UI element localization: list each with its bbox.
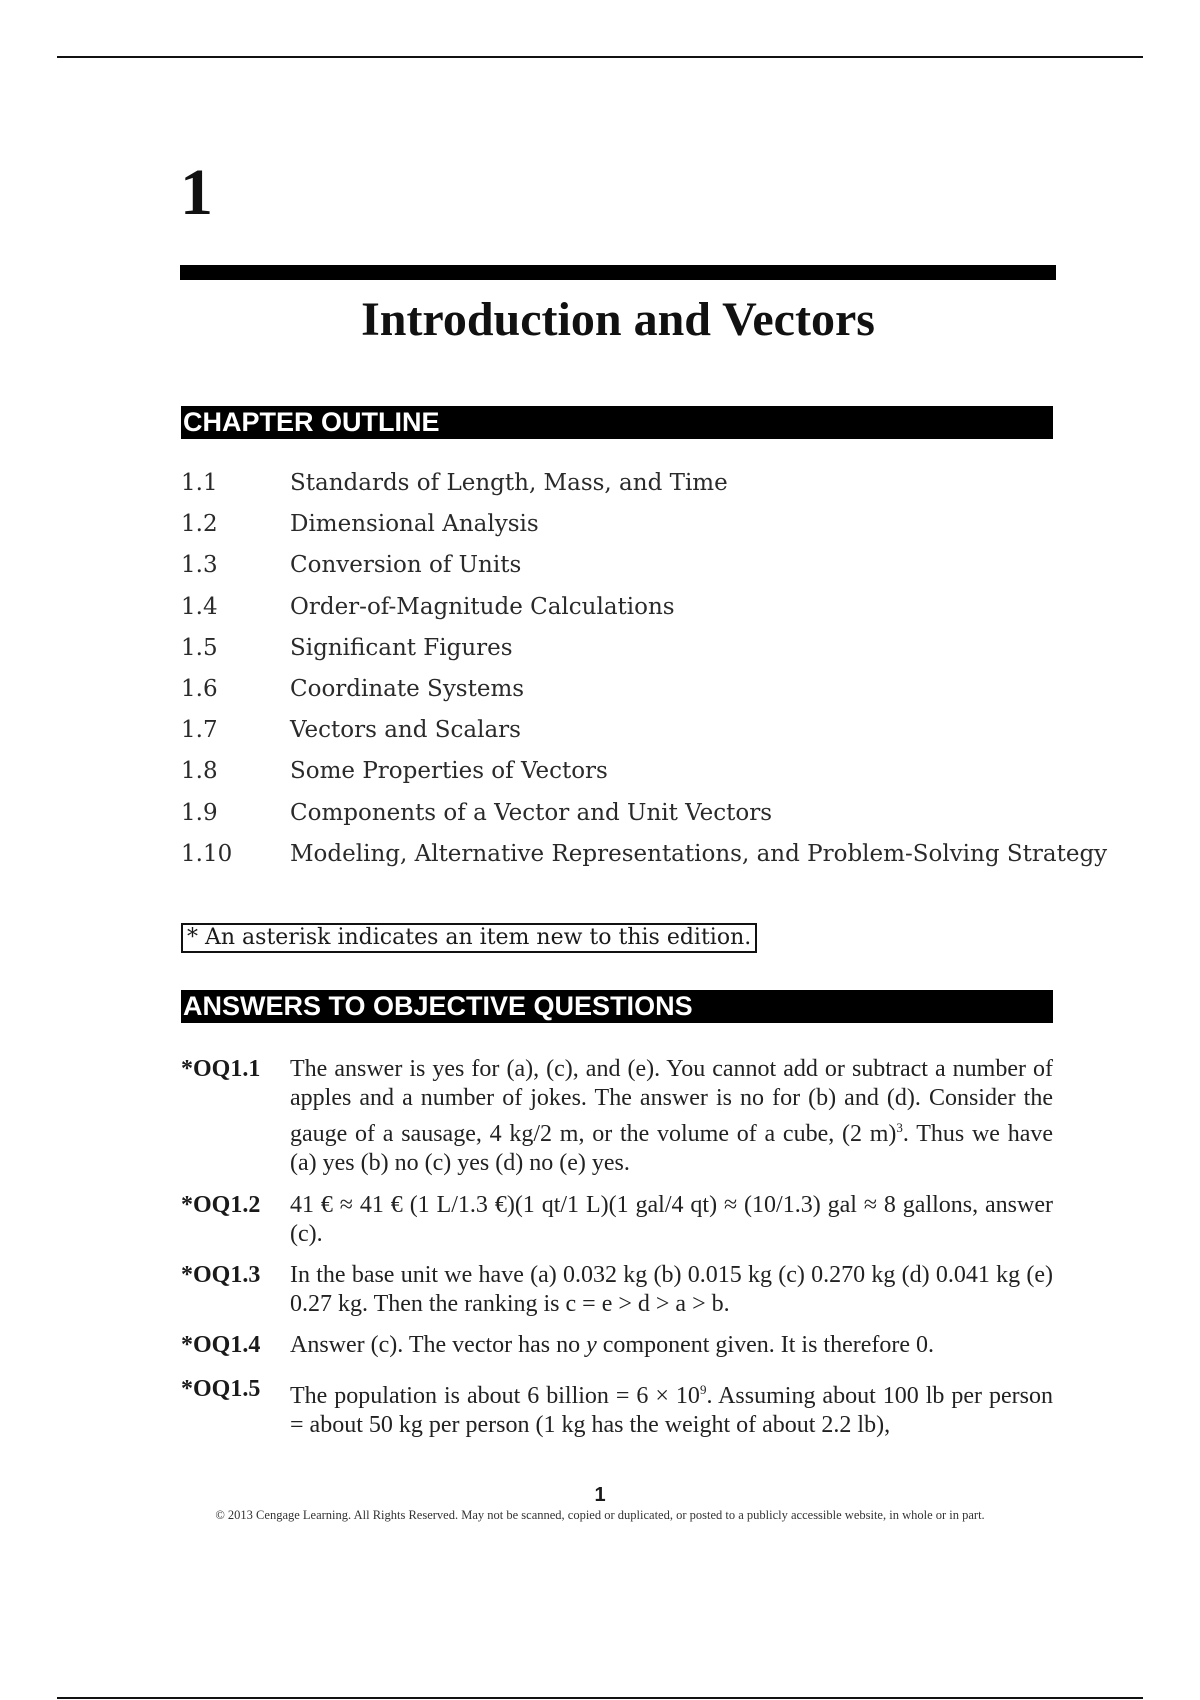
outline-title: Conversion of Units [290,552,522,579]
superscript: 3 [896,1120,903,1135]
outline-item [181,592,1061,633]
outline-title: Standards of Length, Mass, and Time [290,470,728,496]
answer-label: *OQ1.1 [181,1056,261,1082]
answer-item [181,1261,1053,1319]
answer-text: 41 € ≈ 41 € (1 L/1.3 €)(1 qt/1 L)(1 gal/4 qt) ≈ (10/1.3) gal ≈ 8 gallons, answer (c). [290,1192,1053,1247]
outline-title: Coordinate Systems [290,675,525,702]
outline-title: Modeling, Alternative Representations, and Problem-Solving Strategy [290,840,1108,867]
chapter-outline-header: CHAPTER OUTLINE [181,406,1053,439]
page-number: 1 [594,1484,606,1506]
bottom-rule [57,1697,1143,1699]
outline-item [181,839,1108,880]
outline-title: Components of a Vector and Unit Vectors [290,799,773,826]
answer-label: *OQ1.3 [181,1262,261,1288]
outline-number: 1.3 [181,552,218,579]
answer-item [181,1331,1053,1360]
chapter-number: 1 [180,156,213,229]
outline-title: Significant Figures [290,634,513,661]
answer-label: *OQ1.5 [181,1376,261,1402]
outline-item [181,509,1061,550]
answer-item [181,1055,1053,1178]
outline-number: 1.9 [181,799,218,826]
outline-number: 1.10 [181,840,233,867]
answer-item [181,1191,1053,1249]
outline-title: Some Properties of Vectors [290,758,608,785]
answer-label: *OQ1.2 [181,1192,261,1218]
outline-number: 1.5 [181,634,218,661]
answer-item [181,1375,1053,1440]
objective-answers-header: ANSWERS TO OBJECTIVE QUESTIONS [181,990,1053,1023]
answer-text: Answer (c). The vector has no y component given. It is therefore 0. [290,1332,935,1358]
outline-title: Order-of-Magnitude Calculations [290,593,675,620]
outline-item [181,798,1061,839]
outline-item [181,633,1061,674]
answer-label: *OQ1.4 [181,1332,261,1358]
chapter-title: Introduction and Vectors [361,293,875,346]
italic-variable: y [586,1332,597,1358]
copyright-notice: © 2013 Cengage Learning. All Rights Reserved. May not be scanned, copied or duplicated, or posted to a publicly accessible website, in whole or in part. [215,1508,985,1522]
outline-number: 1.4 [181,593,218,620]
outline-number: 1.8 [181,758,218,785]
outline-item [181,468,1061,509]
asterisk-note: * An asterisk indicates an item new to this edition. [181,923,757,953]
outline-item [181,674,1061,715]
outline-item [181,715,1061,756]
top-rule [57,56,1143,58]
answer-text: The population is about 6 billion = $6 \times 10^9$. Assuming about 100 lb per person = about 50 kg per person (1 kg has the weight of about 2.2 lb), [290,1382,1054,1438]
outline-number: 1.7 [181,717,218,744]
outline-number: 1.1 [181,470,218,496]
outline-item [181,756,1061,797]
chapter-bar [180,265,1056,280]
outline-item [181,550,1061,591]
outline-title: Vectors and Scalars [290,717,521,744]
chapter-outline-list [181,468,1108,880]
outline-number: 1.2 [181,511,218,538]
outline-title: Dimensional Analysis [290,511,539,538]
answer-text: The answer is yes for (a), (c), and (e). You cannot add or subtract a number of apples and a number of jokes. The answer is no for (b) and (d). Consider the gauge of a sausage, 4 kg/2 m, or the volume of a cube, (2 m)$^3$. Thus we have (a) yes (b) no (c) yes (d) no (e) yes. [290,1056,1054,1176]
outline-number: 1.6 [181,675,218,702]
superscript: 9 [699,1382,707,1397]
answer-text: In the base unit we have (a) 0.032 kg (b) 0.015 kg (c) 0.270 kg (d) 0.041 kg (e) 0.27 kg. Then the ranking is c = e > d > a > b. [290,1262,1053,1317]
